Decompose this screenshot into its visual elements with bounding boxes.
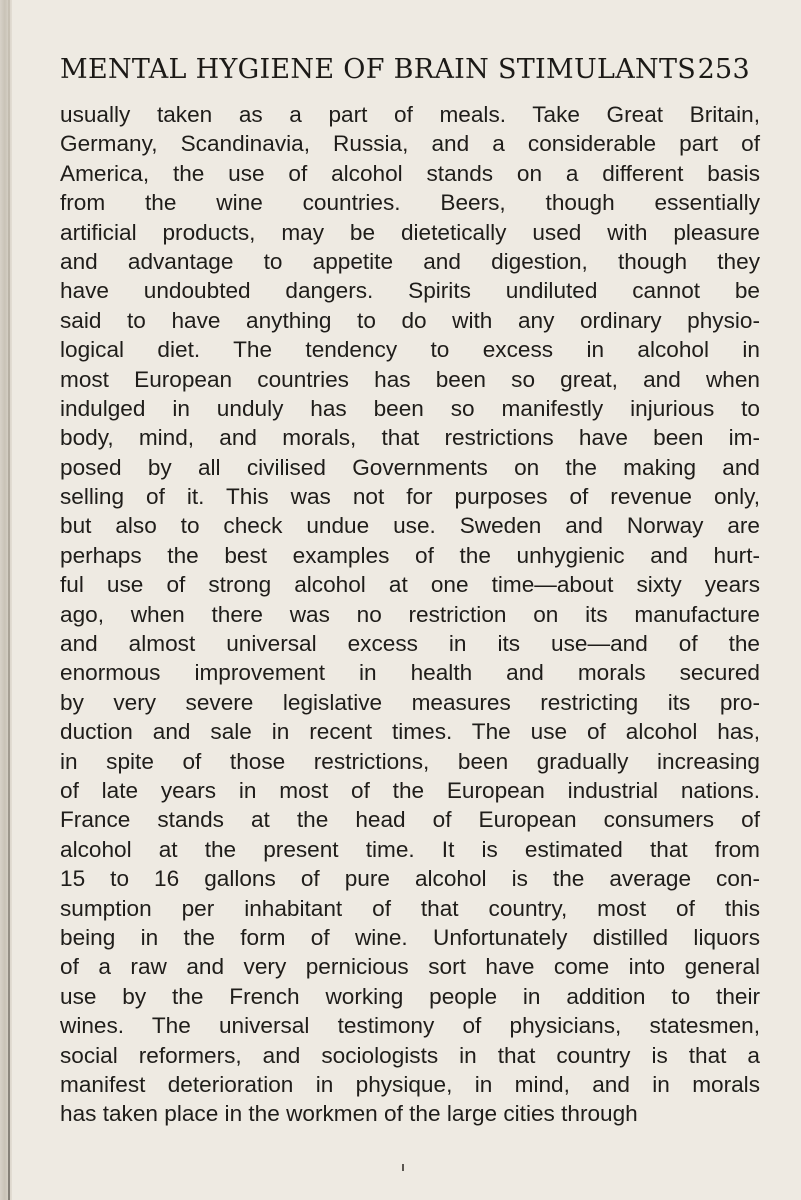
text-line: ful use of strong alcohol at one time—about sixty years [60,572,760,598]
text-line: of a raw and very pernicious sort have come into general [60,954,760,980]
text-line: has taken place in the workmen of the large cities through [60,1101,638,1127]
text-line: artificial products, may be dietetically used with pleasure [60,219,760,245]
text-line: indulged in unduly has been so manifestly injurious to [60,395,760,421]
text-line: alcohol at the present time. It is estimated that from [60,836,760,862]
body-text [60,100,760,1129]
text-line: selling of it. This was not for purposes of revenue only, [60,484,760,510]
text-line: use by the French working people in addition to their [60,983,760,1009]
page-number: 253 [697,54,750,85]
text-line: usually taken as a part of meals. Take Great Britain, [60,102,760,127]
running-head-title: MENTAL HYGIENE OF BRAIN STIMULANTS [60,54,697,85]
text-line: social reformers, and sociologists in that country is that a [60,1042,760,1068]
text-line: ago, when there was no restriction on its manufacture [60,601,760,627]
text-line: but also to check undue use. Sweden and Norway are [60,513,760,539]
text-line: body, mind, and morals, that restrictions have been im- [60,425,760,451]
text-line: duction and sale in recent times. The use of alcohol has, [60,719,760,745]
print-speck [402,1164,404,1171]
text-line: perhaps the best examples of the unhygienic and hurt- [60,542,760,568]
text-line: being in the form of wine. Unfortunately distilled liquors [60,924,760,950]
text-line: logical diet. The tendency to excess in alcohol in [60,337,760,363]
text-line: 15 to 16 gallons of pure alcohol is the average con- [60,866,760,892]
text-line: wines. The universal testimony of physicians, statesmen, [60,1013,760,1039]
text-line: of late years in most of the European industrial nations. [60,777,760,803]
text-line: from the wine countries. Beers, though essentially [60,190,760,216]
text-line: said to have anything to do with any ordinary physio- [60,307,760,333]
text-line: by very severe legislative measures restricting its pro- [60,689,760,715]
text-line: in spite of those restrictions, been gradually increasing [60,748,760,774]
text-line: France stands at the head of European consumers of [60,807,760,833]
text-line: Germany, Scandinavia, Russia, and a considerable part of [60,131,760,157]
text-line: manifest deterioration in physique, in mind, and in morals [60,1071,760,1097]
text-line: America, the use of alcohol stands on a different basis [60,160,760,186]
text-line: posed by all civilised Governments on the making and [60,454,760,480]
running-header [60,54,750,85]
text-line: have undoubted dangers. Spirits undiluted cannot be [60,278,760,304]
text-line: and almost universal excess in its use—and of the [60,631,760,657]
book-spine-edge [0,0,12,1200]
text-line: sumption per inhabitant of that country, most of this [60,895,760,921]
text-line: and advantage to appetite and digestion, though they [60,248,760,274]
text-line: most European countries has been so great, and when [60,366,760,392]
text-line: enormous improvement in health and morals secured [60,660,760,686]
